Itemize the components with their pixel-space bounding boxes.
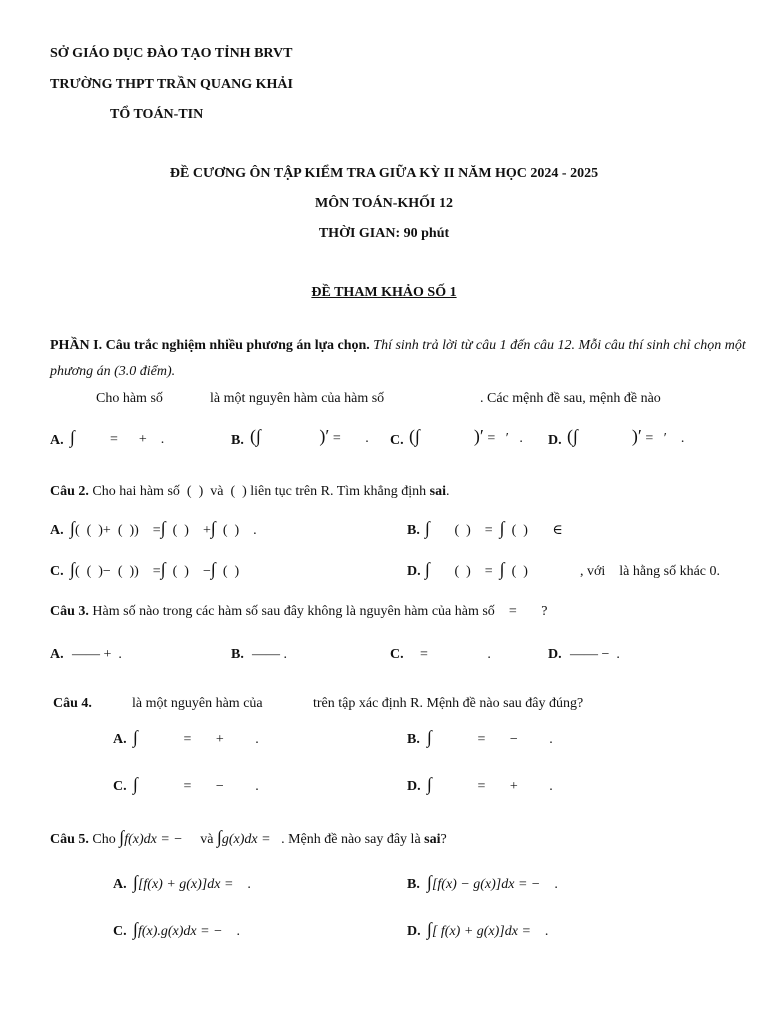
q5-option-d-text: [ f(x) + g(x)]dx = [431,924,531,939]
q1-option-c-expr: (∫ )′ = ′ . [409,426,523,446]
q2-stem: Câu 2. Cho hai hàm số ( ) và ( ) liên tục trên R. Tìm khẳng định sai. [50,484,450,499]
q5-option-d-label: D. [407,924,421,939]
q2-option-a-expr: ∫( ( )+ ( )) =∫ ( ) +∫ ( ) . [70,518,257,538]
q4-option-c-expr: ∫ = − . [133,774,259,794]
q5-va: và [200,832,214,847]
q5-option-a-text: [f(x) + g(x)]dx = [137,877,234,892]
q5-stem: Câu 5. Cho ∫f(x)dx = − và ∫g(x)dx = . Mệnh đề nào say đây là sai? [50,827,447,847]
q1-option-a-expr: ∫ = + . [70,427,165,447]
q2-d-tail-1: , với [580,564,606,579]
q2-option-d-tail [580,564,720,580]
q5-option-c-label: C. [113,924,127,939]
q2-option-d-expr: ∫ ( ) = ∫ ( ) [425,559,528,579]
q3-eq: = [508,604,517,619]
q1-text-2: là một nguyên hàm của hàm số [210,391,385,406]
q3-option-b-label: B. [231,647,244,662]
q5-option-b-text: [f(x) − g(x)]dx = − [431,877,541,892]
q5-expr-g: g(x)dx = [221,832,271,847]
q5-expr-f: f(x)dx = − [124,832,183,847]
q2-option-b-expr: ∫ ( ) = ∫ ( ) ∈ [425,518,563,538]
q5-cho: Cho [92,832,116,847]
q2-sai: sai [429,484,447,499]
q5-option-d-expr: ∫[ f(x) + g(x)]dx = . [427,919,549,939]
group-name: TỔ TOÁN-TIN [110,107,204,122]
q3-qmark: ? [541,604,548,619]
q3-label: Câu 3. [50,604,89,619]
q2-option-b-label: B. [407,523,420,538]
part1-intro [50,333,750,385]
q5-qmark: ? [440,832,447,847]
q2-text-2: và [210,484,224,499]
part1-heading: PHẦN I. Câu trắc nghiệm nhiều phương án lựa chọn. [50,338,370,353]
q1-option-c-label: C. [390,433,404,448]
q2-dot: . [446,484,450,499]
q3-option-a-expr: —— + . [72,647,122,662]
part1-instruction: Thí sinh trả lời từ câu 1 đến câu 12. Mỗi câu thí sinh chỉ chọn một phương án (3.0 điểm). [50,338,746,379]
q2-option-c-label: C. [50,564,64,579]
exam-title: ĐỀ THAM KHẢO SỐ 1 [311,285,457,300]
q5-option-c-text: f(x).g(x)dx = − [137,924,223,939]
q1-option-b-expr: (∫ )′ = . [250,426,369,446]
subject-line: MÔN TOÁN-KHỐI 12 [315,196,453,211]
q2-d-tail-2: là hằng số khác 0. [619,564,720,579]
q5-option-a-expr: ∫[f(x) + g(x)]dx = . [133,872,251,892]
q4-label: Câu 4. [53,696,92,711]
q3-option-d-expr: —— − . [570,647,620,662]
q2-option-d-label: D. [407,564,421,579]
q4-option-a-expr: ∫ = + . [133,727,259,747]
q3-text: Hàm số nào trong các hàm số sau đây không là nguyên hàm của hàm số [92,604,495,619]
q4-option-d-label: D. [407,779,421,794]
q5-option-a-label: A. [113,877,127,892]
q3-option-a-label: A. [50,647,64,662]
q5-option-c-expr: ∫f(x).g(x)dx = − . [133,919,241,939]
q4-option-b-expr: ∫ = − . [427,727,553,747]
q2-label: Câu 2. [50,484,89,499]
q3-stem [50,604,547,620]
q1-option-d-expr: (∫ )′ = ′ . [567,426,685,446]
q1-option-b-label: B. [231,433,244,448]
school-name: TRƯỜNG THPT TRẦN QUANG KHẢI [50,77,293,92]
q2-option-c-expr: ∫( ( )− ( )) =∫ ( ) −∫ ( ) [70,559,240,579]
outline-title: ĐỀ CƯƠNG ÔN TẬP KIỂM TRA GIỮA KỲ II NĂM HỌC 2024 - 2025 [169,166,599,181]
q5-option-b-expr: ∫[f(x) − g(x)]dx = − . [427,872,558,892]
q2-text-3: liên tục trên R. Tìm khẳng định [250,484,427,499]
q4-option-b-label: B. [407,732,420,747]
q4-option-a-label: A. [113,732,127,747]
q4-text-1: là một nguyên hàm của [132,696,263,711]
q3-option-c-label: C. [390,647,404,662]
department-name: SỞ GIÁO DỤC ĐÀO TẠO TỈNH BRVT [50,46,293,61]
q5-sai: sai [424,832,441,847]
q4-text-2: trên tập xác định R. Mệnh đề nào sau đây đúng? [313,696,584,711]
q5-option-b-label: B. [407,877,420,892]
q2-option-a-label: A. [50,523,64,538]
q1-option-d-label: D. [548,433,562,448]
q2-text-1: Cho hai hàm số [92,484,180,499]
q4-option-d-expr: ∫ = + . [427,774,553,794]
q1-text-1: Cho hàm số [96,391,163,406]
q5-label: Câu 5. [50,832,89,847]
q3-option-b-expr: —— . [252,647,287,662]
q3-option-c-expr: = . [420,647,491,662]
duration-line: THỜI GIAN: 90 phút [318,226,450,241]
q4-option-c-label: C. [113,779,127,794]
q1-option-a-label: A. [50,433,64,448]
q3-option-d-label: D. [548,647,562,662]
q1-text-3: . Các mệnh đề sau, mệnh đề nào [480,391,661,406]
q5-text-2: . Mệnh đề nào say đây là [281,832,421,847]
